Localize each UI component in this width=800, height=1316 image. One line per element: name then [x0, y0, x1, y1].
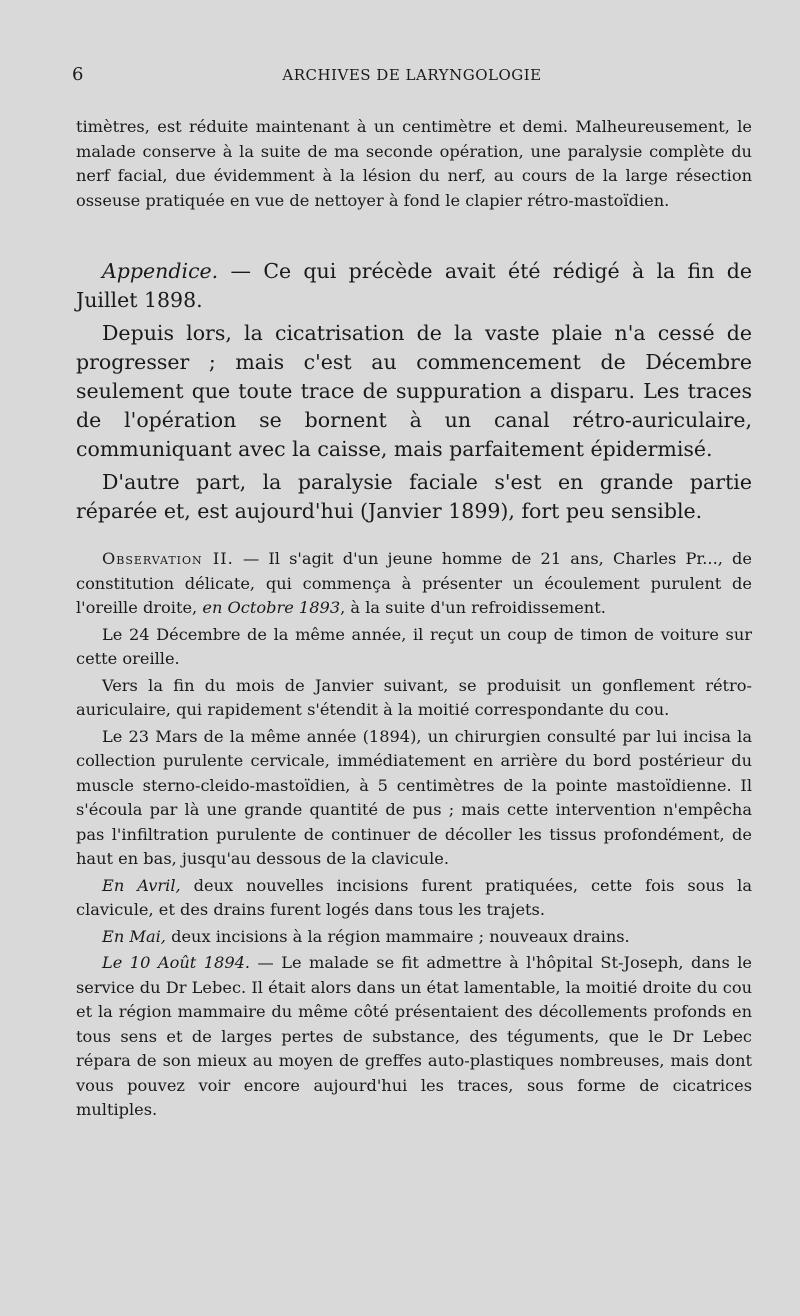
appendix-paragraph-2: Depuis lors, la cicatrisation de la vaste plaie n'a cessé de progresser ; mais c'est au commencement de Décembre seulement que toute trace de suppuration a disparu. Les traces de l'opération se bornent à un canal rétro-auriculaire, communiquant avec la caisse, mais parfaitement épidermisé. [76, 321, 752, 461]
appendix-paragraph-1 [76, 257, 752, 315]
running-title: ARCHIVES DE LARYNGOLOGIE [282, 66, 542, 84]
paragraph-text: deux nouvelles incisions furent pratiquées, cette fois sous la clavicule, et des drains furent logés dans tous les trajets. [76, 875, 752, 919]
observation-paragraph-5 [76, 874, 752, 923]
observation-text: — Il s'agit d'un jeune homme de 21 ans, Charles Pr..., de constitution délicate, qui commença à présenter un écoulement purulent de l'oreille droite, [76, 549, 752, 617]
observation-text-end: , à la suite d'un refroidissement. [340, 598, 606, 617]
observation-paragraph-3: Vers la fin du mois de Janvier suivant, se produisit un gonflement rétro-auriculaire, qui rapidement s'étendit à la moitié correspondante du cou. [76, 675, 752, 719]
observation-paragraph-6 [76, 925, 752, 950]
observation-label: Observation II. [102, 549, 234, 568]
paragraph-text: deux incisions à la région mammaire ; nouveaux drains. [165, 926, 630, 946]
date-label: En Avril, [102, 875, 181, 895]
observation-section [76, 547, 752, 1123]
observation-paragraph-2: Le 24 Décembre de la même année, il reçut un coup de timon de voiture sur cette oreille. [76, 624, 752, 668]
appendix-label: Appendice. [102, 259, 219, 283]
appendix-paragraph-3: D'autre part, la paralysie faciale s'est en grande partie réparée et, est aujourd'hui (Janvier 1899), fort peu sensible. [76, 470, 752, 523]
date-label: En Mai, [102, 926, 166, 946]
observation-date: en Octobre 1893 [202, 598, 341, 617]
appendix-section [76, 257, 752, 526]
date-label: Le 10 Août 1894. [102, 953, 251, 972]
observation-paragraph-7 [76, 951, 752, 1123]
paragraph: timètres, est réduite maintenant à un centimètre et demi. Malheureusement, le malade conserve à la suite de ma seconde opération, une paralysie complète du nerf facial, due évidemment à la lésion du nerf, au cours de la large résection osseuse pratiquée en vue de nettoyer à fond le clapier rétro-mastoïdien. [76, 117, 752, 210]
appendix-text: — Ce qui précède avait été rédigé à la fin de Juillet 1898. [76, 259, 752, 312]
observation-paragraph-4: Le 23 Mars de la même année (1894), un chirurgien consulté par lui incisa la collection purulente cervicale, immédiatement en arrière du bord postérieur du muscle sterno-cleido-mastoïdien, à 5 centimètres de la pointe mastoïdienne. Il s'écoula par là une grande quantité de pus ; mais cette intervention n'empêcha pas l'infiltration purulente de continuer de décoller les tissus profondément, de haut en bas, jusqu'au dessous de la clavicule. [76, 726, 752, 868]
page-number: 6 [72, 64, 84, 85]
paragraph-text: — Le malade se fit admettre à l'hôpital St-Joseph, dans le service du Dr Lebec. Il était alors dans un état lamentable, la moitié droite du cou et la région mammaire du même côté présentaient des décollements profonds en tous sens et de larges pertes de substance, des téguments, que le Dr Lebec répara de son mieux au moyen de greffes auto-plastiques nombreuses, mais dont vous pouvez voir encore aujourd'hui les traces, sous forme de cicatrices multiples. [76, 953, 753, 1119]
page-header [72, 64, 752, 90]
closing-paragraph [76, 115, 752, 213]
observation-paragraph-1 [76, 547, 752, 621]
